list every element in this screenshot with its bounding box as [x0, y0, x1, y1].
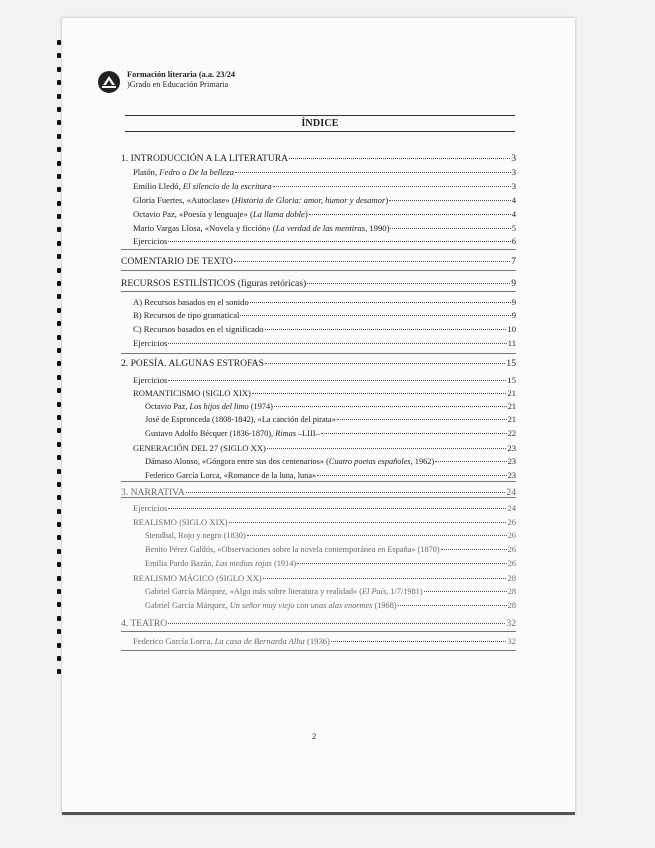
toc-entry[interactable] [121, 573, 516, 583]
toc-entry-label: Ejercicios [133, 375, 168, 385]
toc-entry-label: Dámaso Alonso, «Góngora entre sus dos centenarios» (Cuatro poetas españoles, 1962) [145, 457, 435, 466]
toc-page-number: 21 [507, 415, 516, 424]
toc-entry-label: Emilia Pardo Bazán, Las medias rojas (1914) [145, 559, 297, 568]
toc-entry[interactable] [121, 236, 516, 246]
leader-dots [331, 641, 507, 642]
toc-entry[interactable] [121, 223, 516, 233]
leader-dots [168, 343, 506, 344]
toc-entry[interactable] [121, 503, 516, 513]
leader-dots [398, 605, 507, 606]
toc-page-number: 15 [506, 358, 516, 369]
toc-entry-label: Mario Vargas Llosa, «Novela y ficción» (La verdad de las mentiras, 1990) [133, 223, 390, 233]
toc-page-number: 26 [507, 517, 516, 527]
leader-dots [265, 363, 505, 364]
leader-dots [435, 461, 507, 462]
toc-page-number: 7 [511, 256, 516, 267]
leader-dots [240, 315, 510, 316]
toc-page-number: 32 [507, 636, 516, 646]
toc-page-number: 24 [507, 503, 516, 513]
leader-dots [234, 261, 510, 262]
toc-page-number: 28 [507, 587, 516, 596]
section-divider [121, 249, 516, 250]
toc-page-number: 3 [511, 167, 516, 177]
toc-page-number: 26 [507, 545, 516, 554]
toc-entry[interactable] [121, 297, 516, 307]
leader-dots [168, 380, 506, 381]
page-bottom-edge [62, 812, 575, 815]
leader-dots [273, 186, 511, 187]
toc-page-number: 21 [507, 388, 516, 398]
toc-entry[interactable] [121, 587, 516, 596]
document-header [97, 70, 235, 94]
leader-dots [265, 329, 507, 330]
toc-page-number: 23 [507, 457, 516, 466]
leader-dots [235, 172, 511, 173]
degree-name: )Grado en Educación Primaria [127, 80, 229, 89]
toc-entry[interactable] [121, 338, 516, 348]
toc-entry-label: Octavio Paz, Los hijos del limo (1974) [145, 402, 273, 411]
toc-entry-label: Federico García Lorca, «Romance de la luna, luna» [145, 471, 317, 480]
toc-page-number: 22 [507, 429, 516, 438]
toc-page-number: 4 [511, 209, 516, 219]
leader-dots [168, 508, 506, 509]
toc-entry-label: Gabriel García Márquez, «Algo más sobre literatura y realidad» (El País, 1/7/1981) [145, 587, 423, 596]
leader-dots [267, 448, 507, 449]
toc-entry-label: Gloria Fuertes, «Autoclase» (Historia de Gloria: amor, humor y desamor) [133, 195, 389, 205]
toc-entry[interactable] [121, 375, 516, 385]
leader-dots [250, 302, 511, 303]
page-title: ÍNDICE [301, 118, 339, 129]
toc-entry[interactable] [121, 618, 516, 629]
leader-dots [168, 241, 510, 242]
toc-entry-label: GENERACIÓN DEL 27 (SIGLO XX) [133, 443, 266, 453]
toc-page-number: 9 [511, 278, 516, 289]
toc-page-number: 10 [507, 324, 516, 334]
toc-page-number: 9 [511, 297, 516, 307]
toc-page-number: 32 [506, 618, 516, 629]
toc-entry-label: B) Recursos de tipo gramatical [133, 310, 240, 320]
toc-entry-label: Benito Pérez Galdós, «Observaciones sobre la novela contemporánea en España» (1870) [145, 545, 440, 554]
toc-entry[interactable] [121, 167, 516, 177]
toc-entry-label: Platón, Fedro o De la belleza [133, 167, 234, 177]
leader-dots [274, 406, 507, 407]
toc-entry-label: Octavio Paz, «Poesía y lenguaje» (La llama doble) [133, 209, 308, 219]
toc-page-number: 3 [511, 181, 516, 191]
toc-entry-label: Gustavo Adolfo Bécquer (1836-1870), Rimas –LIII– [145, 429, 320, 438]
toc-entry[interactable] [121, 358, 516, 369]
toc-page-number: 28 [507, 573, 516, 583]
toc-page-number: 26 [507, 559, 516, 568]
leader-dots [441, 549, 507, 550]
toc-page-number: 9 [511, 310, 516, 320]
toc-entry-label: Gabriel García Márquez, Un señor muy viejo con unas alas enormes (1968) [145, 601, 397, 610]
toc-entry-label: C) Recursos basados en el significado [133, 324, 264, 334]
toc-entry[interactable] [121, 531, 516, 540]
toc-entry-label: Emilio Lledó, El silencio de la escritura [133, 181, 272, 191]
toc-entry[interactable] [121, 517, 516, 527]
toc-entry[interactable] [121, 601, 516, 610]
toc-entry[interactable] [121, 429, 516, 438]
section-divider [121, 481, 516, 482]
toc-entry[interactable] [121, 310, 516, 320]
toc-entry[interactable] [121, 559, 516, 568]
leader-dots [321, 433, 507, 434]
toc-entry[interactable] [121, 471, 516, 480]
toc-entry[interactable] [121, 415, 516, 424]
leader-dots [186, 492, 506, 493]
toc-page-number: 15 [507, 375, 516, 385]
section-divider [121, 650, 516, 651]
toc-entry-label: 4. TEATRO [121, 618, 168, 629]
toc-entry-label: 3. NARRATIVA [121, 487, 185, 498]
toc-entry[interactable] [121, 545, 516, 554]
page-number: 2 [312, 731, 317, 741]
toc-page-number: 11 [507, 338, 516, 348]
toc-page-number: 23 [507, 471, 516, 480]
toc-entry-label: José de Espronceda (1808-1842), «La canción del pirata» [145, 415, 336, 424]
toc-entry[interactable] [121, 278, 516, 289]
toc-entry-label: ROMANTICISMO (SIGLO XIX) [133, 388, 251, 398]
toc-page-number: 4 [511, 195, 516, 205]
toc-entry[interactable] [121, 443, 516, 453]
leader-dots [424, 591, 507, 592]
leader-dots [168, 623, 505, 624]
section-divider [121, 270, 516, 271]
section-divider [121, 291, 516, 292]
toc-entry[interactable] [121, 457, 516, 466]
leader-dots [252, 393, 506, 394]
leader-dots [309, 214, 511, 215]
toc-page-number: 28 [507, 601, 516, 610]
toc-page-number: 24 [506, 487, 516, 498]
toc-entry-label: COMENTARIO DE TEXTO [121, 256, 233, 267]
toc-entry[interactable] [121, 195, 516, 205]
toc-entry-label: Ejercicios [133, 338, 168, 348]
university-logo-icon [97, 70, 121, 94]
leader-dots [247, 535, 507, 536]
leader-dots [229, 522, 507, 523]
toc-entry[interactable] [121, 209, 516, 219]
title-rule-bottom [125, 131, 515, 132]
toc-entry-label: REALISMO (SIGLO XIX) [133, 517, 228, 527]
toc-entry-label: A) Recursos basados en el sonido [133, 297, 249, 307]
toc-entry-label: Ejercicios [133, 236, 168, 246]
toc-entry-label: REALISMO MÁGICO (SIGLO XX) [133, 573, 262, 583]
toc-page-number: 26 [507, 531, 516, 540]
section-divider [121, 353, 516, 354]
toc-entry[interactable] [121, 402, 516, 411]
leader-dots [390, 228, 510, 229]
section-divider [121, 631, 516, 632]
toc-entry-label: Ejercicios [133, 503, 168, 513]
leader-dots [307, 283, 510, 284]
toc-entry[interactable] [121, 324, 516, 334]
toc-entry[interactable] [121, 153, 516, 164]
toc-page-number: 5 [511, 223, 516, 233]
title-rule-top [125, 115, 515, 116]
toc-entry[interactable] [121, 256, 516, 267]
toc-entry-label: 1. INTRODUCCIÓN A LA LITERATURA [121, 153, 289, 164]
toc-entry-label: RECURSOS ESTILÍSTICOS (figuras retóricas) [121, 278, 307, 289]
toc-page-number: 21 [507, 402, 516, 411]
leader-dots [317, 475, 507, 476]
leader-dots [337, 419, 507, 420]
leader-dots [263, 578, 507, 579]
toc-entry[interactable] [121, 636, 516, 646]
toc-entry-label: 2. POESÍA. ALGUNAS ESTROFAS [121, 358, 264, 369]
toc-page-number: 6 [511, 236, 516, 246]
toc-entry[interactable] [121, 181, 516, 191]
toc-page-number: 3 [511, 153, 516, 164]
toc-entry[interactable] [121, 487, 516, 498]
leader-dots [297, 563, 507, 564]
toc-page-number: 23 [507, 443, 516, 453]
course-title: Formación literaria (a.a. 23/24 [127, 70, 236, 79]
toc-entry-label: Federico García Lorca, La casa de Bernarda Alba (1936) [133, 636, 330, 646]
leader-dots [389, 200, 511, 201]
leader-dots [289, 158, 510, 159]
toc-entry[interactable] [121, 388, 516, 398]
toc-entry-label: Stendhal, Rojo y negro (1830) [145, 531, 246, 540]
